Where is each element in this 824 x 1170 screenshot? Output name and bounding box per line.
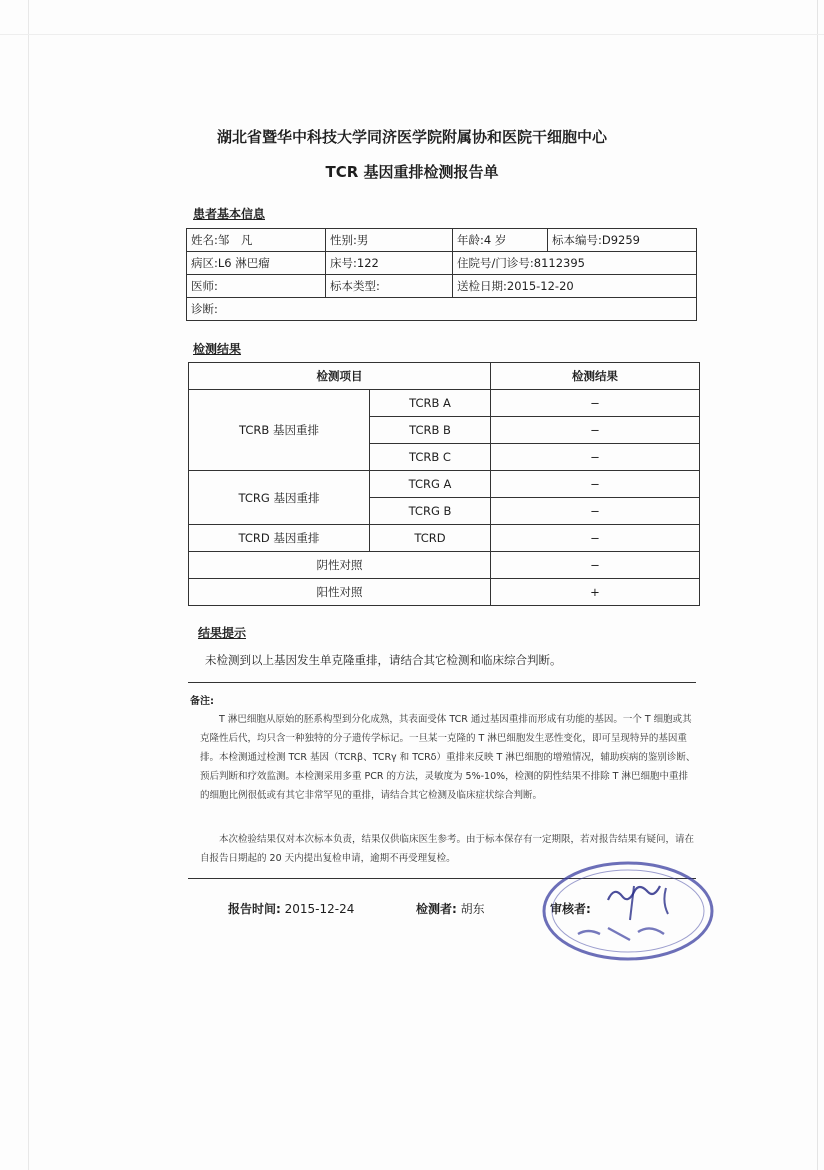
positive-control-result: + [491,579,700,606]
patient-info-table [186,228,697,321]
institution-title: 湖北省暨华中科技大学同济医学院附属协和医院干细胞中心 [216,128,607,146]
sub-item: TCRB C [370,444,491,471]
sample-no-cell: 标本编号:D9259 [548,229,697,252]
bed-cell: 床号:122 [326,252,453,275]
group-name: TCRD 基因重排 [189,525,370,552]
positive-control-label: 阳性对照 [189,579,491,606]
patient-section-title: 患者基本信息 [193,207,266,221]
sub-item: TCRB A [370,390,491,417]
group-name: TCRB 基因重排 [189,390,370,471]
result-value: − [491,498,700,525]
name-cell: 姓名:邹 凡 [187,229,326,252]
reviewer: 审核者: [550,902,591,916]
divider-top [188,682,696,683]
diagnosis-cell: 诊断: [187,298,697,321]
remark-label: 备注: [190,696,214,707]
center-stamp-icon [538,856,718,966]
sub-item: TCRB B [370,417,491,444]
tester: 检测者: 胡东 [416,902,485,916]
result-value: − [491,417,700,444]
sub-item: TCRD [370,525,491,552]
negative-control-result: − [491,552,700,579]
doctor-cell: 医师: [187,275,326,298]
result-value: − [491,390,700,417]
scan-edge-top [0,34,824,35]
result-value: − [491,525,700,552]
result-value: − [491,444,700,471]
group-name: TCRG 基因重排 [189,471,370,525]
gender-cell: 性别:男 [326,229,453,252]
col-header-item: 检测项目 [189,363,491,390]
ward-cell: 病区:L6 淋巴瘤 [187,252,326,275]
sub-item: TCRG A [370,471,491,498]
report-title: TCR 基因重排检测报告单 [325,163,499,181]
remark-paragraph-2: 本次检验结果仅对本次标本负责，结果仅供临床医生参考。由于标本保存有一定期限，若对报告结果有疑问，请在自报告日期起的 20 天内提出复检申请，逾期不再受理复检。 [200,834,695,864]
col-header-result: 检测结果 [491,363,700,390]
sample-type-cell: 标本类型: [326,275,453,298]
negative-control-label: 阴性对照 [189,552,491,579]
results-table [188,362,700,606]
sub-item: TCRG B [370,498,491,525]
age-cell: 年龄:4 岁 [453,229,548,252]
submit-date-cell: 送检日期:2015-12-20 [453,275,697,298]
admission-cell: 住院号/门诊号:8112395 [453,252,697,275]
remark-paragraph-1: T 淋巴细胞从原始的胚系构型到分化成熟，其表面受体 TCR 通过基因重排而形成有功能的基因。一个 T 细胞或其克隆性后代，均只含一种独特的分子遗传学标记。一旦某一克隆的 T 淋巴细胞发生恶性变化，即可呈现特异的基因重排。本检测通过检测 TCR 基因（TCRβ、TCRγ 和 TCRδ）重排来反映 T 淋巴细胞的增殖情况，辅助疾病的鉴别诊断、预后判断和疗效监测。本检测采用多重 PCR 的方法，灵敏度为 5%-10%，检测的阴性结果不排除 T 淋巴细胞中重排的细胞比例很低或有其它非常罕见的重排，请结合其它检测及临床症状综合判断。 [200,714,696,801]
result-value: − [491,471,700,498]
result-hint-text: 未检测到以上基因发生单克隆重排，请结合其它检测和临床综合判断。 [205,653,562,667]
hint-section-title: 结果提示 [198,626,247,640]
results-section-title: 检测结果 [193,342,242,356]
report-time: 报告时间: 2015-12-24 [228,902,355,916]
